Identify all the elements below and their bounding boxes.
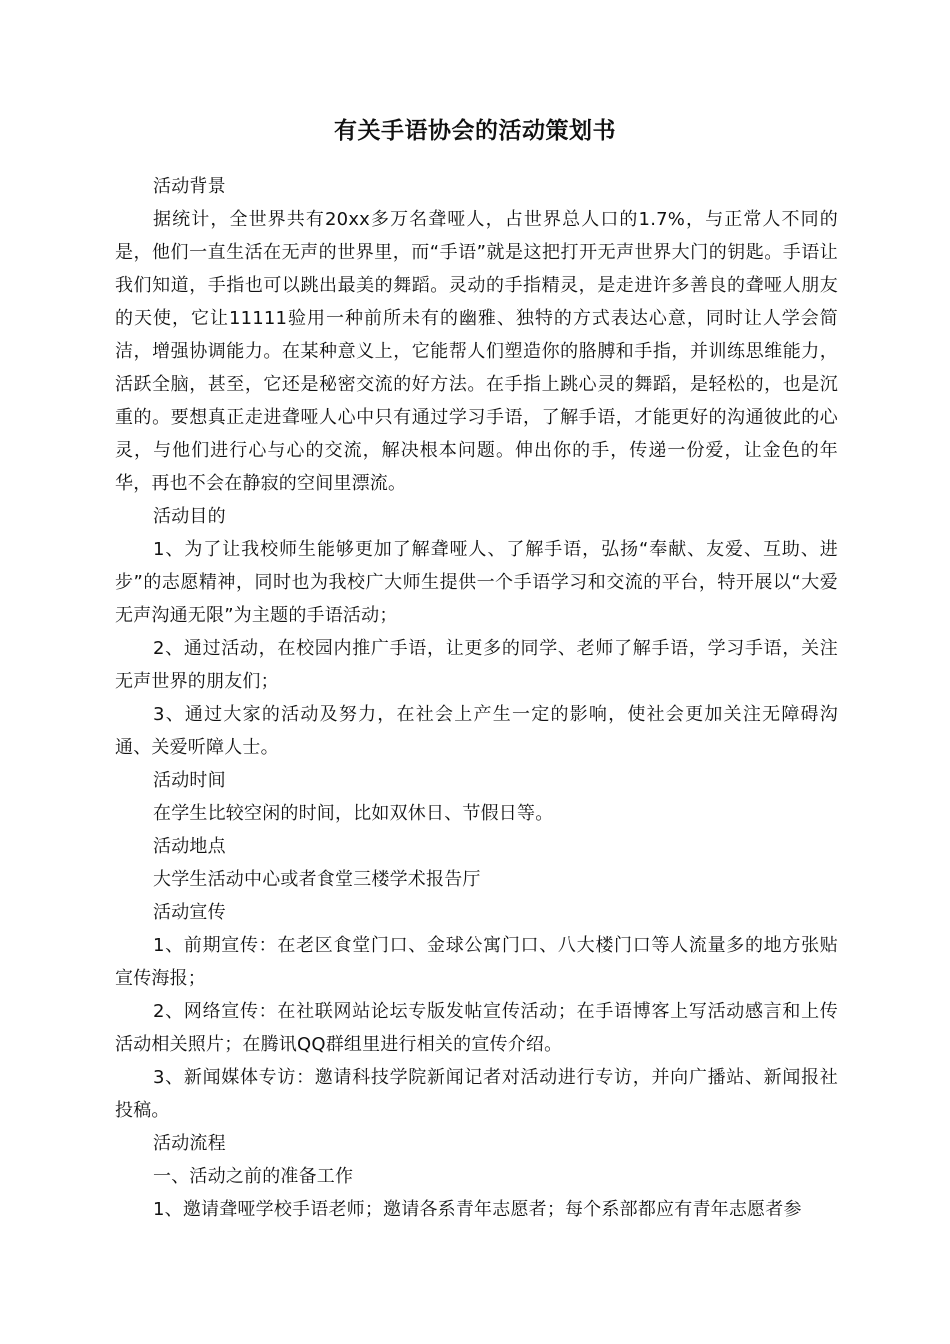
paragraph-promotion-3: 3、新闻媒体专访：邀请科技学院新闻记者对活动进行专访，并向广播站、新闻报社投稿。: [115, 1067, 838, 1121]
heading-promotion: 活动宣传: [153, 902, 226, 923]
paragraph-time: 在学生比较空闲的时间，比如双休日、节假日等。: [153, 803, 554, 824]
heading-purpose: 活动目的: [153, 506, 226, 527]
paragraph-preparation-1: 1、邀请聋哑学校手语老师；邀请各系青年志愿者；每个系部都应有青年志愿者参: [153, 1199, 802, 1220]
heading-time: 活动时间: [153, 770, 226, 791]
document-body: [115, 170, 838, 1226]
heading-location: 活动地点: [153, 836, 226, 857]
paragraph-purpose-2: 2、通过活动，在校园内推广手语，让更多的同学、老师了解手语，学习手语，关注无声世界的朋友们；: [115, 638, 838, 692]
paragraph-promotion-2: 2、网络宣传：在社联网站论坛专版发帖宣传活动；在手语博客上写活动感言和上传活动相关照片；在腾讯QQ群组里进行相关的宣传介绍。: [115, 1001, 838, 1055]
subheading-preparation: 一、活动之前的准备工作: [153, 1166, 354, 1187]
heading-background: 活动背景: [153, 176, 226, 197]
paragraph-purpose-1: 1、为了让我校师生能够更加了解聋哑人、了解手语，弘扬“奉献、友爱、互助、进步”的志愿精神，同时也为我校广大师生提供一个手语学习和交流的平台，特开展以“大爱无声沟通无限”为主题的手语活动；: [115, 539, 838, 626]
paragraph-location: 大学生活动中心或者食堂三楼学术报告厅: [153, 869, 481, 890]
paragraph-promotion-1: 1、前期宣传：在老区食堂门口、金球公寓门口、八大楼门口等人流量多的地方张贴宣传海报；: [115, 935, 838, 989]
paragraph-background: 据统计，全世界共有20xx多万名聋哑人，占世界总人口的1.7%，与正常人不同的是，他们一直生活在无声的世界里，而“手语”就是这把打开无声世界大门的钥匙。手语让我们知道，手指也可以跳出最美的舞蹈。灵动的手指精灵，是走进许多善良的聋哑人朋友的天使，它让11111验用一种前所未有的幽雅、独特的方式表达心意，同时让人学会简洁，增强协调能力。在某种意义上，它能帮人们塑造你的胳膊和手指，并训练思维能力，活跃全脑，甚至，它还是秘密交流的好方法。在手指上跳心灵的舞蹈，是轻松的，也是沉重的。要想真正走进聋哑人心中只有通过学习手语，了解手语，才能更好的沟通彼此的心灵，与他们进行心与心的交流，解决根本问题。伸出你的手，传递一份爱，让金色的年华，再也不会在静寂的空间里漂流。: [115, 209, 838, 494]
document-title: 有关手语协会的活动策划书: [334, 118, 616, 144]
paragraph-purpose-3: 3、通过大家的活动及努力，在社会上产生一定的影响，使社会更加关注无障碍沟通、关爱听障人士。: [115, 704, 838, 758]
heading-process: 活动流程: [153, 1133, 226, 1154]
